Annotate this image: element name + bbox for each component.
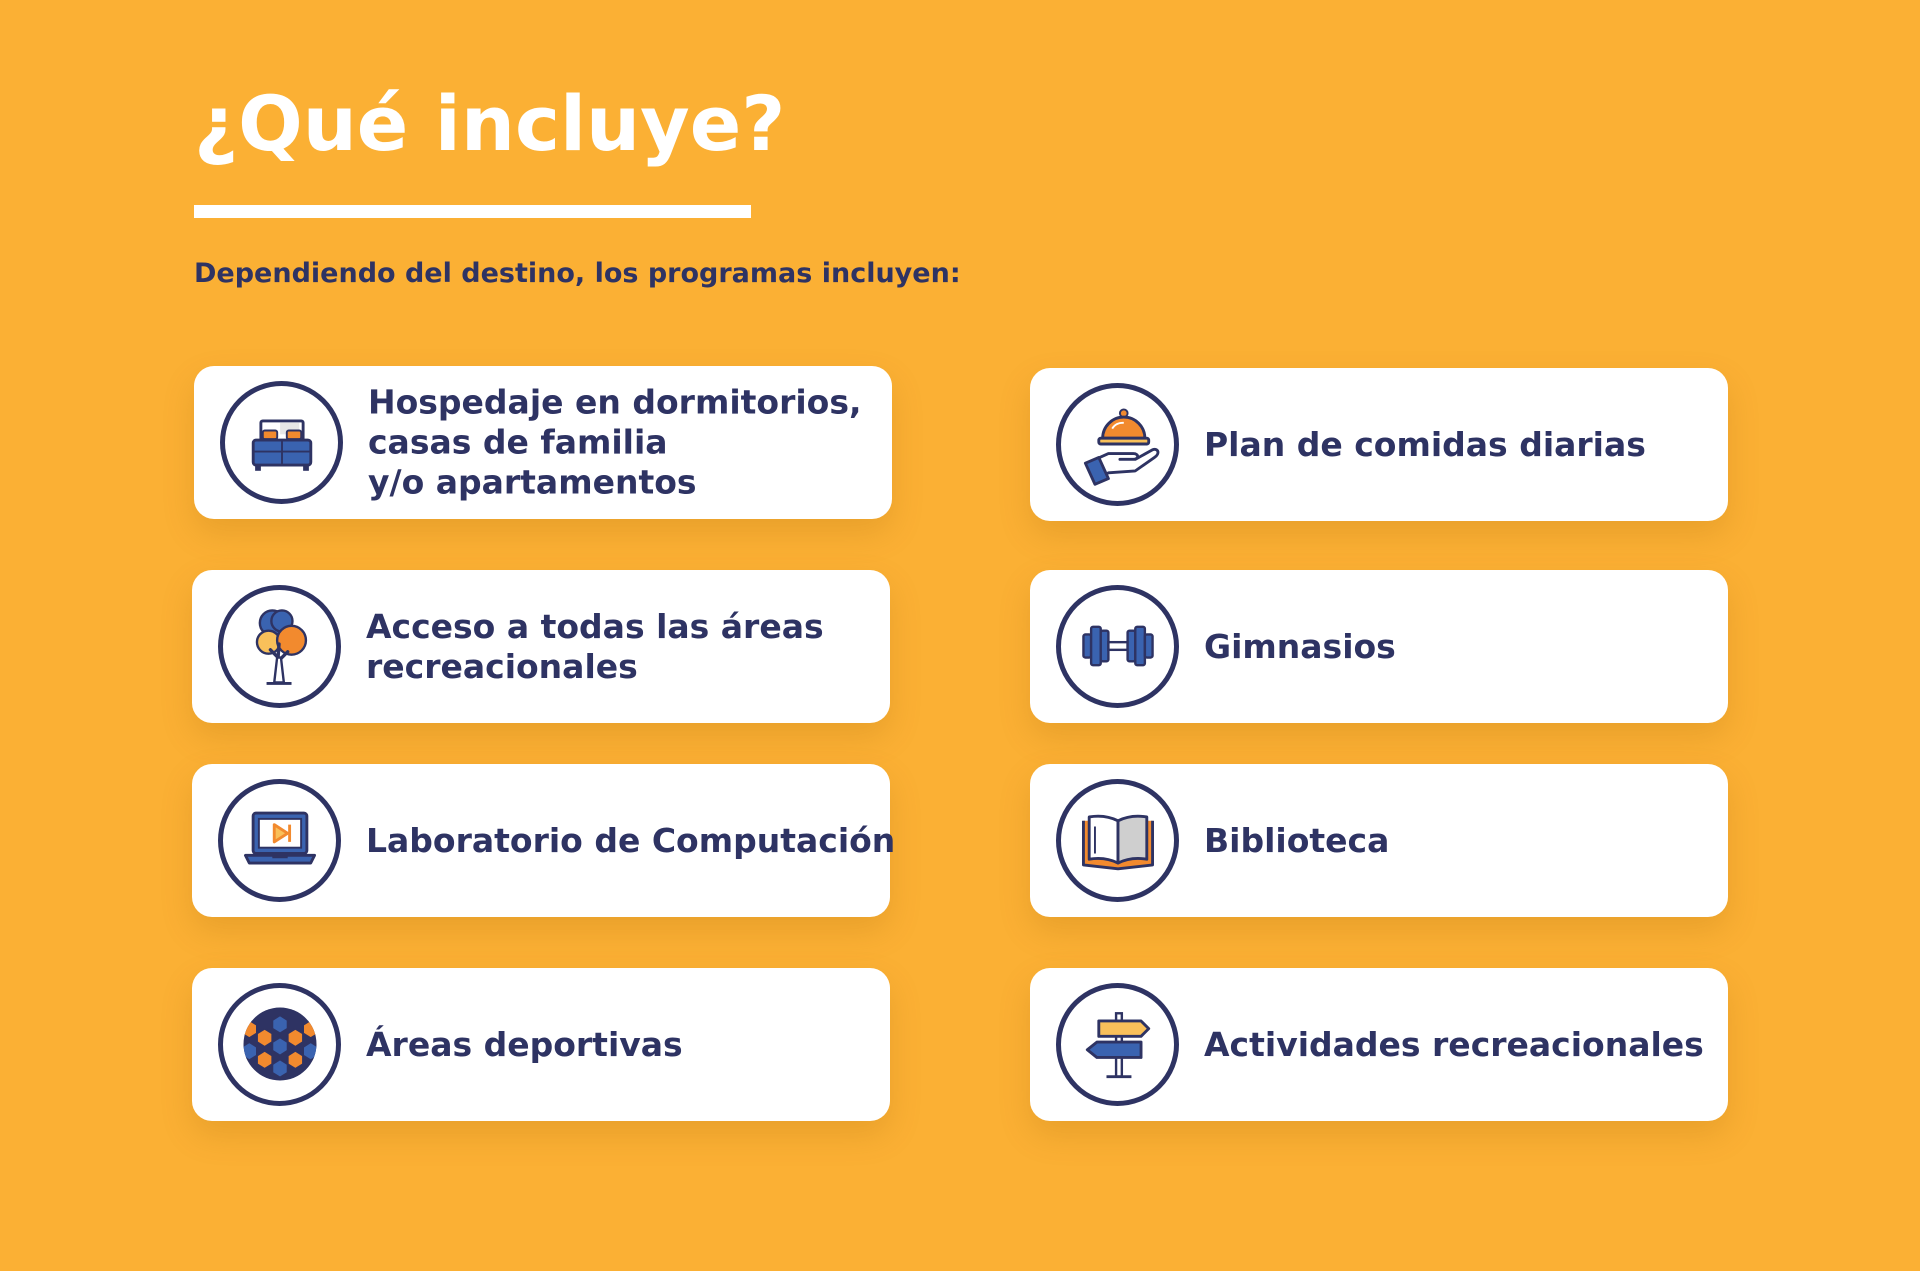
card-actividades: [1030, 968, 1728, 1121]
page-subtitle: Dependiendo del destino, los programas incluyen:: [194, 258, 961, 289]
card-areas-recreacionales: [192, 570, 890, 723]
page-title: ¿Qué incluye?: [194, 79, 786, 168]
card-biblioteca: [1030, 764, 1728, 917]
card-label: Actividades recreacionales: [1204, 1024, 1704, 1064]
card-hospedaje: [194, 366, 892, 519]
card-label: Gimnasios: [1204, 626, 1396, 666]
title-underline: [194, 205, 751, 218]
card-laboratorio: [192, 764, 896, 917]
signpost-icon: [1056, 983, 1179, 1106]
tree-icon: [218, 585, 341, 708]
card-gimnasios: [1030, 570, 1728, 723]
card-areas-deportivas: [192, 968, 890, 1121]
card-label: Biblioteca: [1204, 820, 1390, 860]
card-label: Hospedaje en dormitorios, casas de familia y/o apartamentos: [368, 382, 862, 502]
card-label: Áreas deportivas: [366, 1024, 683, 1064]
book-icon: [1056, 779, 1179, 902]
ball-icon: [218, 983, 341, 1106]
card-comidas: [1030, 368, 1728, 521]
bed-icon: [220, 381, 343, 504]
card-label: Acceso a todas las áreas recreacionales: [366, 606, 824, 686]
dumbbell-icon: [1056, 585, 1179, 708]
card-label: Plan de comidas diarias: [1204, 424, 1646, 464]
card-label: Laboratorio de Computación: [366, 820, 896, 860]
laptop-icon: [218, 779, 341, 902]
food-tray-icon: [1056, 383, 1179, 506]
